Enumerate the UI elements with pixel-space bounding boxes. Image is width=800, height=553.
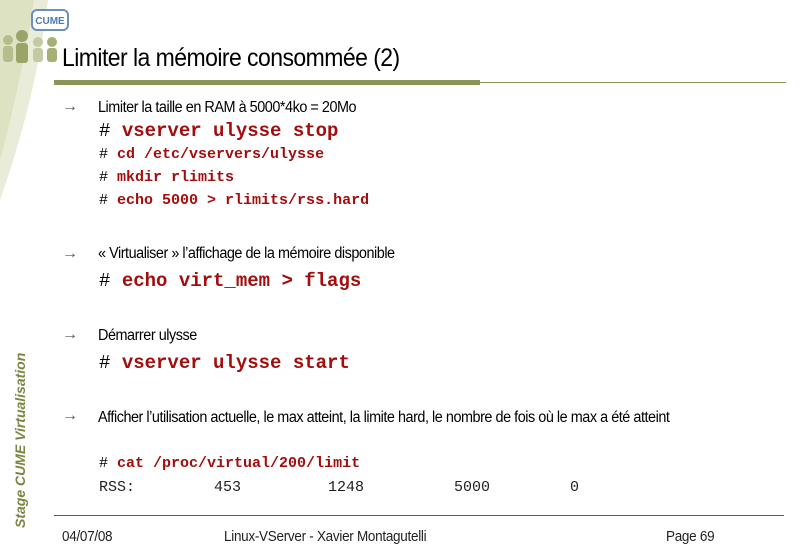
output-label: RSS:: [99, 479, 136, 496]
prompt: #: [99, 352, 111, 374]
code-line: [99, 270, 361, 292]
bullet-arrow-icon: →: [62, 407, 78, 424]
command: echo virt_mem > flags: [121, 270, 362, 292]
command: mkdir rlimits: [117, 169, 235, 186]
logo-text: CUME: [35, 16, 65, 27]
output-value: 0: [570, 479, 580, 496]
footer-rule: [54, 515, 784, 516]
code-line: [99, 352, 350, 374]
prompt: #: [99, 192, 109, 209]
page-number: Page 69: [666, 529, 715, 545]
command: echo 5000 > rlimits/rss.hard: [117, 192, 370, 209]
bullet-arrow-icon: →: [62, 326, 78, 343]
output-value: 453: [214, 479, 242, 496]
code-line: [99, 146, 324, 163]
title-rule-thin: [480, 82, 786, 83]
page-title: Limiter la mémoire consommée (2): [62, 44, 400, 72]
output-value: 1248: [328, 479, 365, 496]
command: cat /proc/virtual/200/limit: [117, 455, 361, 472]
code-line: [99, 120, 338, 142]
bullet-arrow-icon: →: [62, 98, 78, 115]
command: vserver ulysse stop: [121, 120, 339, 142]
bullet-text: Afficher l’utilisation actuelle, le max atteint, la limite hard, le nombre de fois où le max a été atteint: [98, 409, 670, 426]
prompt: #: [99, 455, 109, 472]
output-value: 5000: [454, 479, 491, 496]
bullet-text: « Virtualiser » l’affichage de la mémoire disponible: [98, 245, 395, 262]
bullet-text: Limiter la taille en RAM à 5000*4ko = 20Mo: [98, 99, 357, 116]
prompt: #: [99, 169, 109, 186]
bullet-text: Démarrer ulysse: [98, 327, 197, 344]
command: cd /etc/vservers/ulysse: [117, 146, 325, 163]
prompt: #: [99, 270, 111, 292]
footer-title: Linux-VServer - Xavier Montagutelli: [224, 529, 427, 545]
code-line: [99, 455, 360, 472]
code-line: [99, 192, 369, 209]
prompt: #: [99, 120, 111, 142]
title-rule: [54, 80, 480, 85]
prompt: #: [99, 146, 109, 163]
command: vserver ulysse start: [121, 352, 350, 374]
footer-date: 04/07/08: [62, 529, 113, 545]
code-line: [99, 169, 234, 186]
bullet-arrow-icon: →: [62, 245, 78, 262]
side-label: Stage CUME Virtualisation: [12, 352, 28, 528]
